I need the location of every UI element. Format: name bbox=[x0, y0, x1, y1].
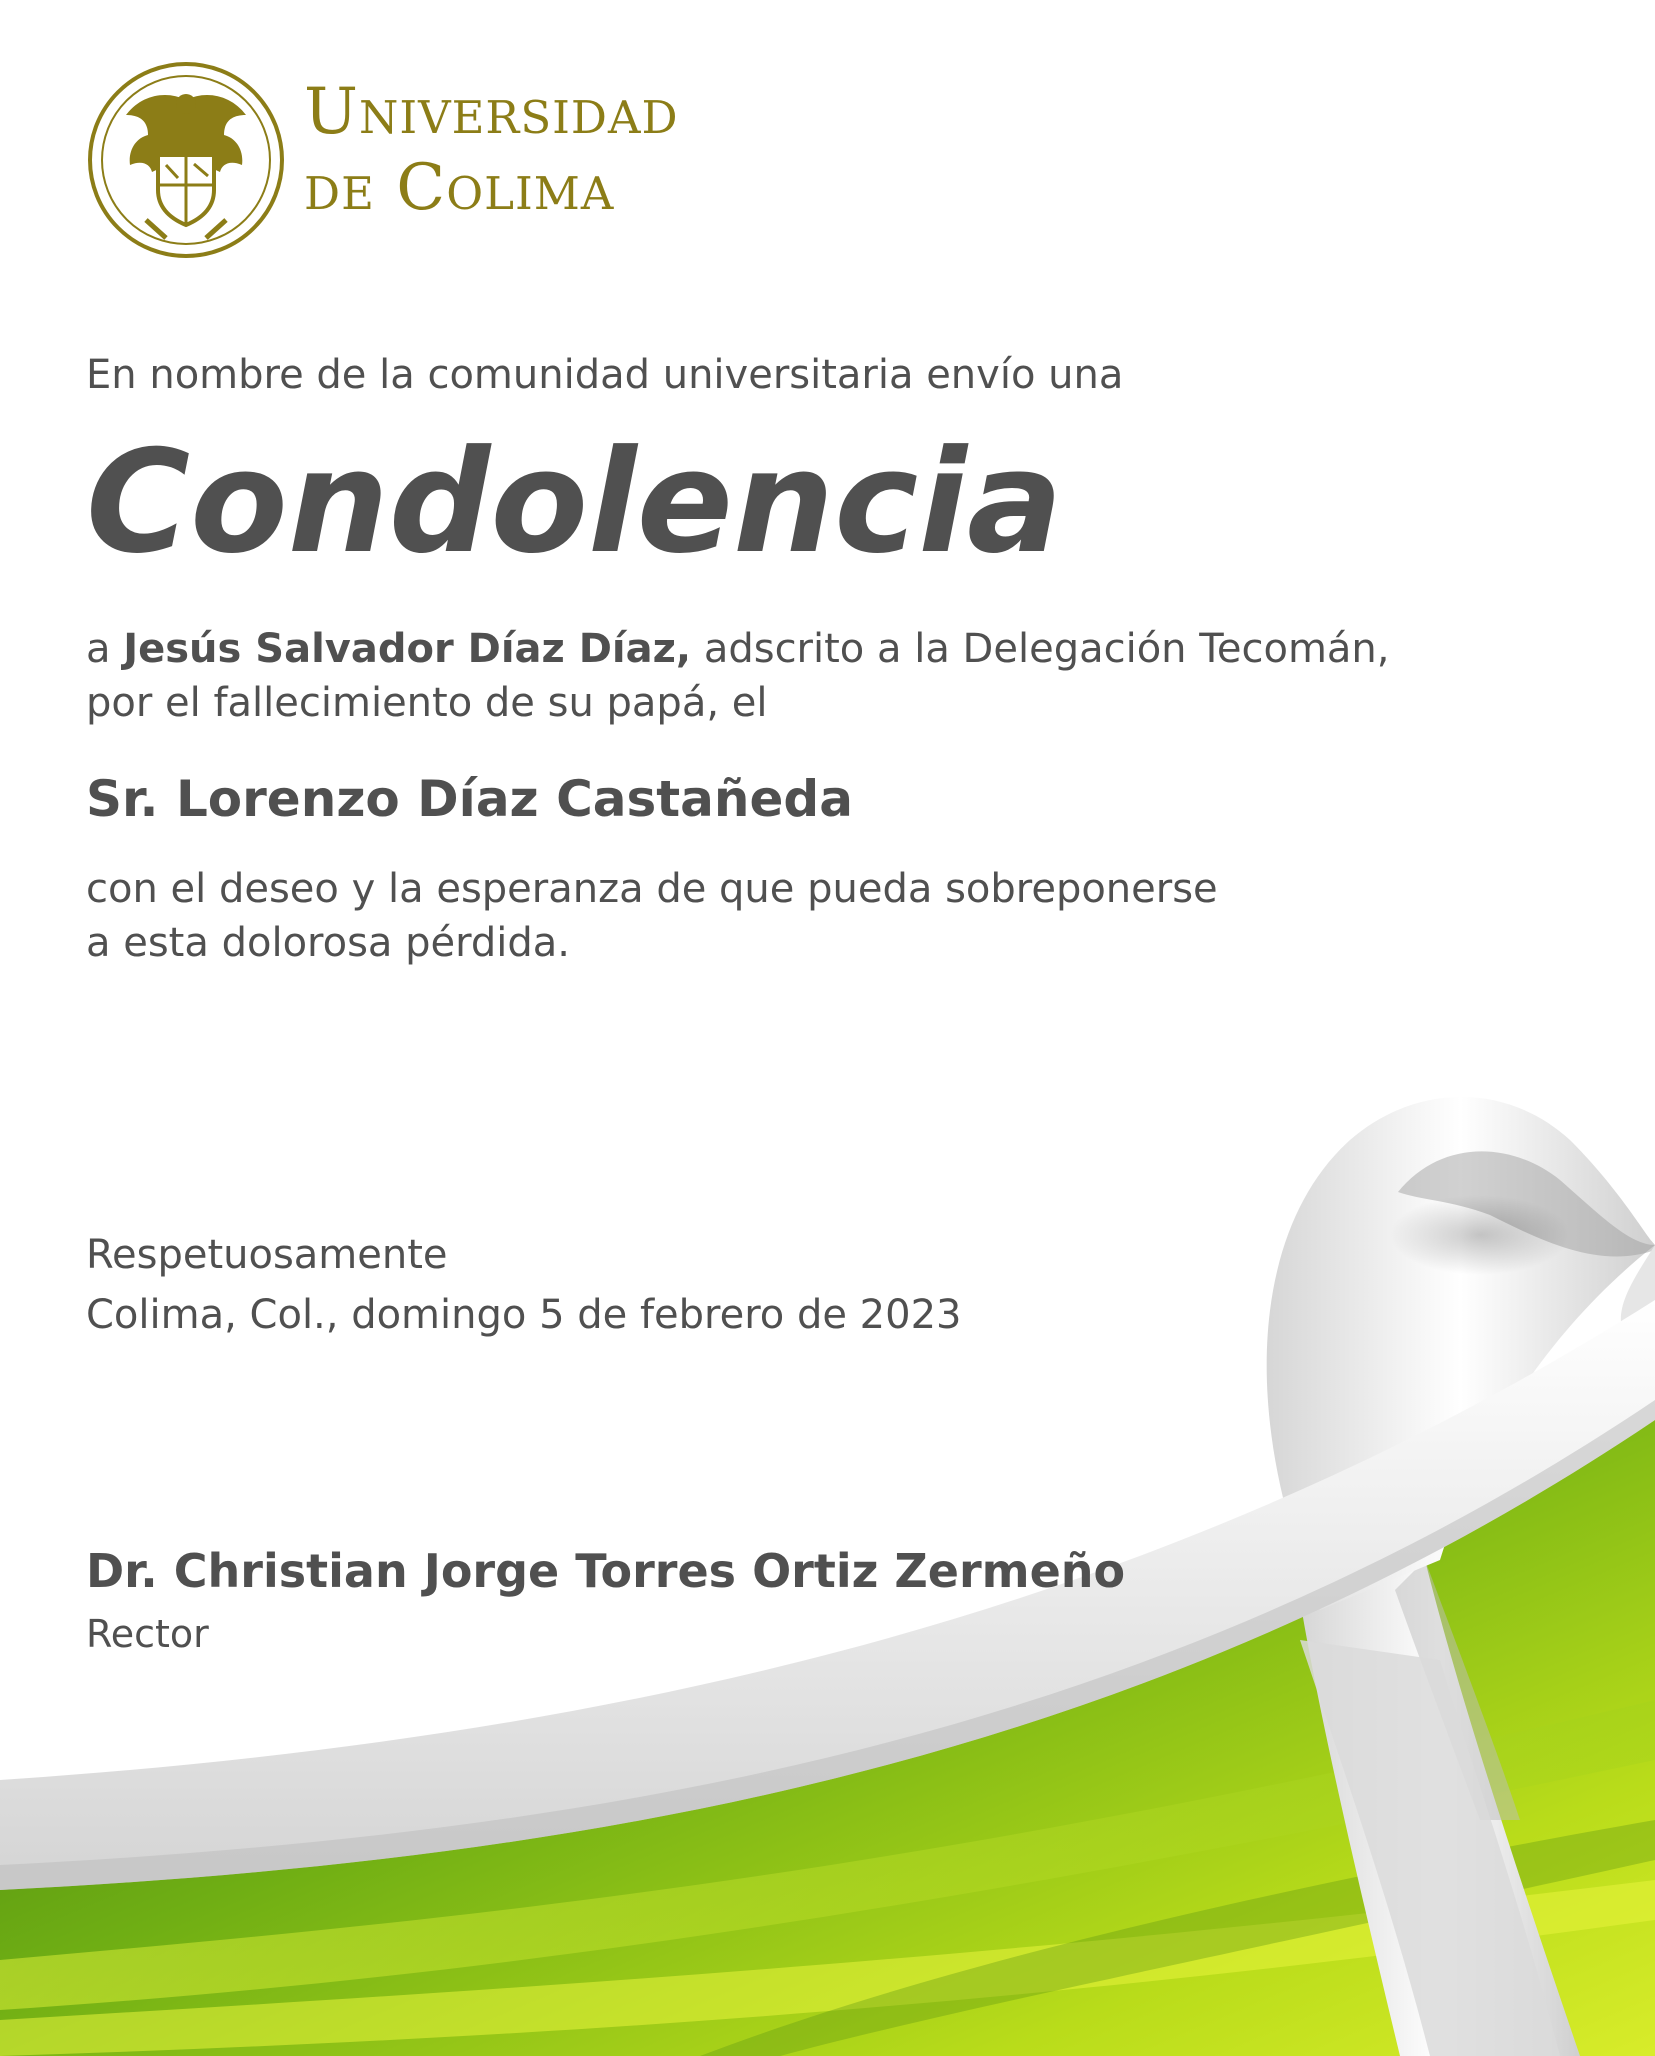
intro-text: En nombre de la comunidad universitaria envío una bbox=[86, 352, 1124, 398]
university-seal-icon bbox=[86, 60, 286, 260]
wish-paragraph bbox=[86, 862, 1218, 970]
university-name bbox=[304, 75, 679, 232]
signer-name: Dr. Christian Jorge Torres Ortiz Zermeño bbox=[86, 1544, 1126, 1598]
salutation: Respetuosamente bbox=[86, 1232, 448, 1278]
employee-assignment: adscrito a la Delegación Tecomán, bbox=[691, 626, 1390, 672]
signer-role: Rector bbox=[86, 1612, 209, 1656]
university-name-line1: Universidad bbox=[304, 75, 679, 149]
deceased-name: Sr. Lorenzo Díaz Castañeda bbox=[86, 770, 853, 828]
dedication-prefix: a bbox=[86, 626, 124, 672]
header bbox=[86, 60, 806, 260]
notice-title: Condolencia bbox=[86, 420, 1063, 585]
dedication-paragraph bbox=[86, 622, 1390, 730]
dedication-line2: por el fallecimiento de su papá, el bbox=[86, 680, 768, 726]
closing-block bbox=[86, 1225, 961, 1345]
employee-name: Jesús Salvador Díaz Díaz, bbox=[123, 626, 692, 672]
place-date: Colima, Col., domingo 5 de febrero de 2023 bbox=[86, 1292, 962, 1338]
wish-line1: con el deseo y la esperanza de que pueda sobreponerse bbox=[86, 866, 1218, 912]
wish-line2: a esta dolorosa pérdida. bbox=[86, 920, 571, 966]
university-name-line2: de Colima bbox=[304, 151, 615, 225]
